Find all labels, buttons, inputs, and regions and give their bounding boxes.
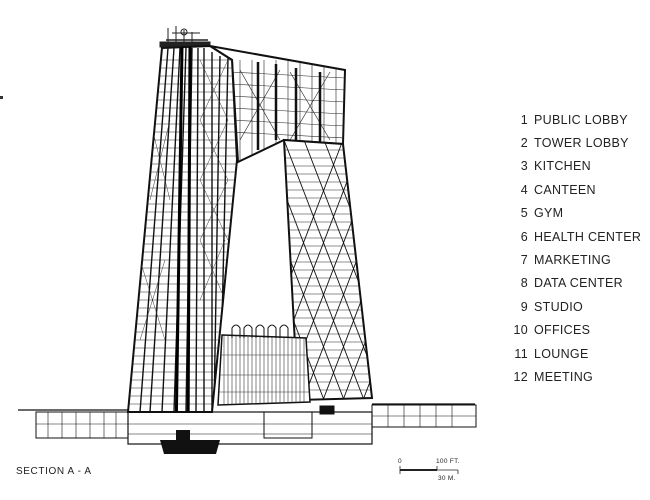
legend-item-label: LOUNGE [534,346,589,361]
legend-item-label: PUBLIC LOBBY [534,112,628,127]
scale-zero-label: 0 [398,458,402,465]
foundation [160,430,220,454]
program-legend [506,108,646,389]
legend-item [506,202,646,225]
legend-item-number: 3 [520,159,528,174]
legend-item [506,272,646,295]
legend-item-number: 9 [520,299,528,314]
edge-marker [0,96,3,99]
legend-item-number: 7 [520,253,528,268]
legend-item [506,225,646,248]
legend-item-label: CANTEEN [534,182,596,197]
legend-item-label: HEALTH CENTER [534,229,642,244]
legend-item-label: MARKETING [534,253,612,268]
legend-item [506,365,646,388]
legend-item-label: DATA CENTER [534,276,623,291]
scale-bar [400,466,458,474]
legend-item-number: 1 [520,112,528,127]
legend-item-label: STUDIO [534,299,584,314]
section-title: SECTION A - A [16,466,92,477]
legend-item-number: 12 [513,369,528,384]
legend-item-number: 8 [520,276,528,291]
legend-item-number: 2 [520,136,528,151]
legend-item [506,131,646,154]
legend-item-number: 10 [513,323,528,338]
legend-item [506,108,646,131]
legend-item-label: OFFICES [534,323,591,338]
ground-podium [18,404,476,444]
legend-item-number: 4 [520,182,528,197]
legend-item-number: 6 [520,229,528,244]
legend-item-label: MEETING [534,369,594,384]
legend-item [506,319,646,342]
scale-feet-label: 100 FT. [436,458,460,465]
legend-item [506,342,646,365]
legend-item [506,178,646,201]
podium-block [218,325,310,405]
legend-item-number: 5 [520,206,528,221]
rooftop-antenna [160,26,210,47]
legend-item-label: TOWER LOBBY [534,136,629,151]
legend-item-label: KITCHEN [534,159,591,174]
scale-meters-label: 30 M. [438,475,456,482]
legend-item [506,295,646,318]
legend-item [506,155,646,178]
legend-item-number: 11 [514,346,528,361]
legend-item-label: GYM [534,206,564,221]
legend-item [506,248,646,271]
